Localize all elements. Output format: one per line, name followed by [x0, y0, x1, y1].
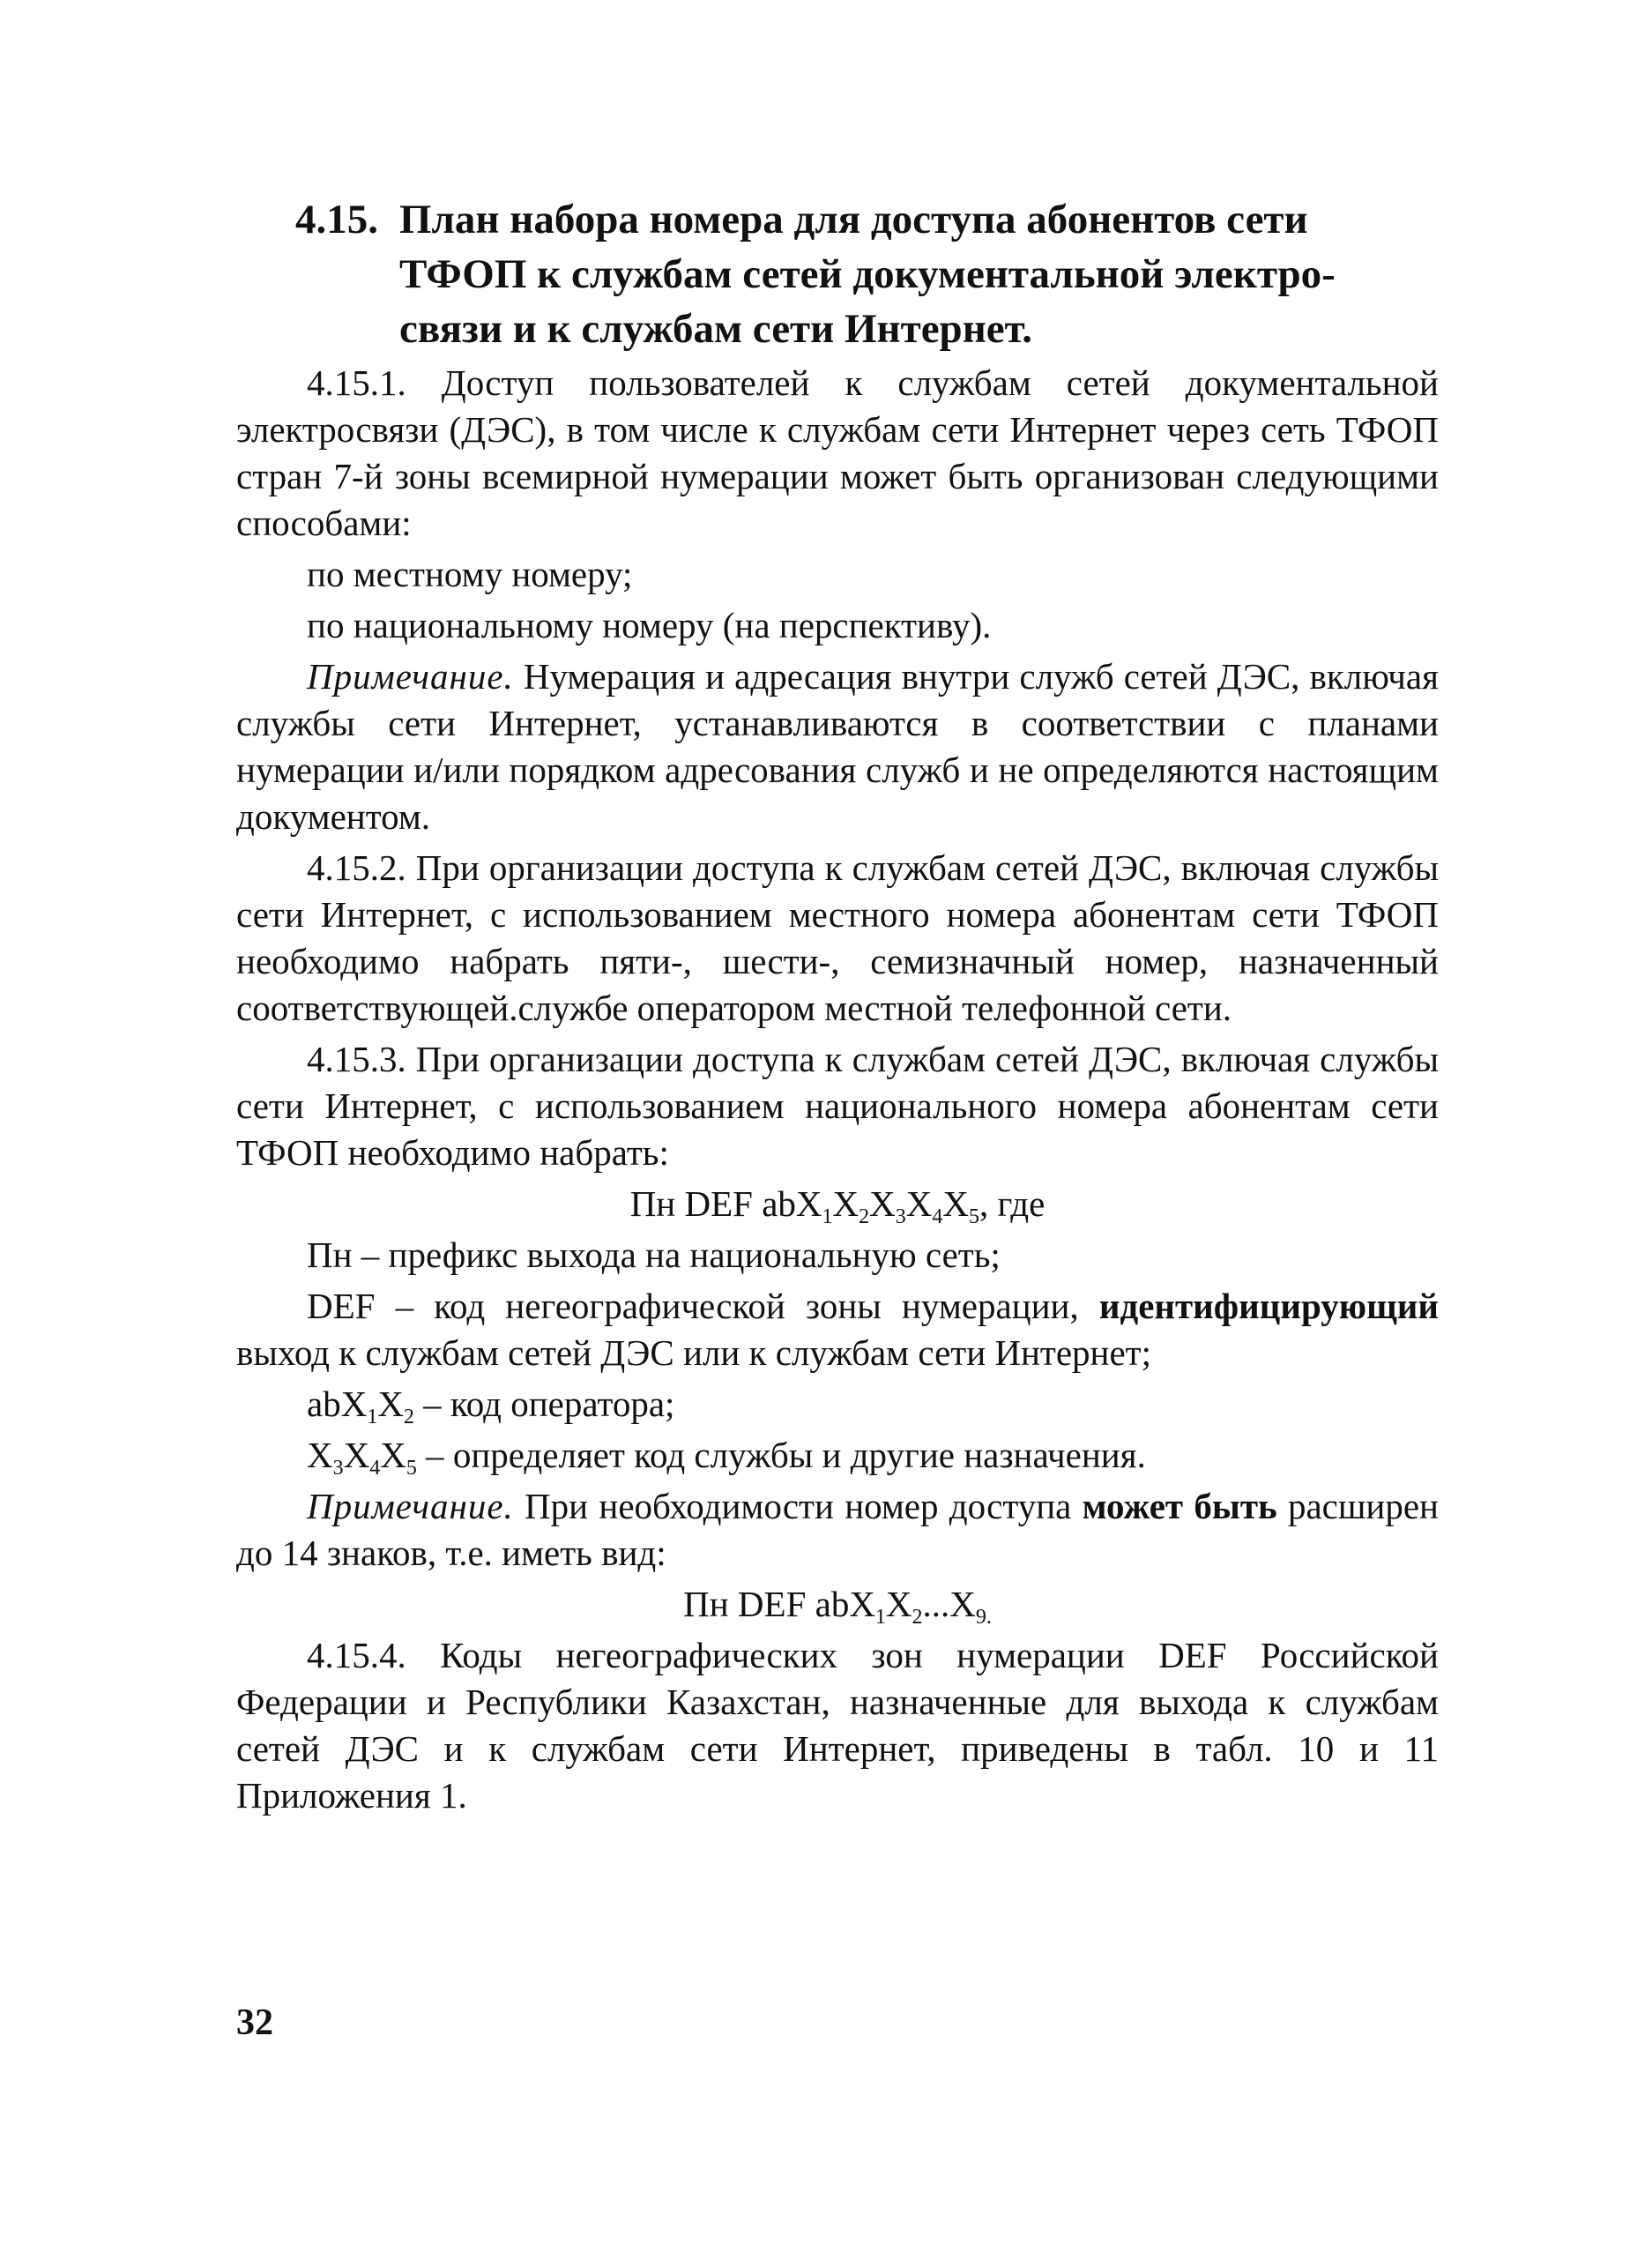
formula-2-mid: ...X	[922, 1584, 976, 1624]
note-1-text: Нумерация и адресация внутри служб сетей ДЭС, включая службы сети Интернет, устанавливаются в соответствии с планами нумерации и/или порядком адресования служб и не определяются настоящим документом.	[236, 656, 1439, 837]
formula-1-x5: X	[942, 1183, 969, 1224]
formula-2-sub-9: 9.	[975, 1606, 992, 1629]
formula-1-sub-5: 5	[968, 1205, 979, 1228]
formula-1-x4: X	[905, 1183, 933, 1224]
def4-x4: X	[343, 1435, 370, 1475]
note-1	[236, 653, 1439, 840]
definition-def-bold: идентифицирующий	[1098, 1286, 1439, 1326]
formula-1-x3: X	[869, 1183, 896, 1224]
def3-text: – код оператора;	[413, 1384, 675, 1424]
formula-national-number	[236, 1181, 1439, 1227]
formula-1-sub-2: 2	[859, 1205, 870, 1228]
note-2-label: Примечание.	[307, 1486, 514, 1526]
def4-sub-3: 3	[332, 1457, 344, 1480]
paragraph-4-15-1: 4.15.1. Доступ пользователей к службам сетей документальной электросвязи (ДЭС), в том числе к службам сети Интернет через сеть ТФОП стран 7-й зоны всемирной нумерации может быть организован следующими способами:	[236, 362, 1439, 543]
formula-2-prefix: Пн DEF abX	[683, 1584, 875, 1624]
formula-2-x2: X	[885, 1584, 912, 1624]
def3-x: X	[377, 1384, 404, 1424]
formula-1-sub-3: 3	[895, 1205, 906, 1228]
definition-operator-code	[236, 1381, 1439, 1428]
formula-extended-number	[236, 1581, 1439, 1628]
formula-1-x2: X	[832, 1183, 859, 1224]
formula-2-sub-2: 2	[912, 1606, 923, 1629]
note-2-text-a: При необходимости номер доступа	[513, 1486, 1083, 1526]
paragraph-4-15-2: 4.15.2. При организации доступа к службам сетей ДЭС, включая службы сети Интернет, с использованием местного номера абонентам сети ТФОП необходимо набрать пяти-, шести-, семизначный номер, назначенный соответствующей.службе оператором местной телефонной сети.	[236, 847, 1439, 1028]
def3-sub-2: 2	[403, 1406, 414, 1428]
formula-1-suffix: , где	[979, 1183, 1046, 1224]
list-item-national-number: по национальному номеру (на перспективу).	[307, 605, 992, 645]
definition-prefix: Пн – префикс выхода на национальную сеть;	[307, 1234, 1001, 1275]
def3-a: abX	[307, 1384, 368, 1424]
body-text	[236, 360, 1439, 1824]
note-2-bold: может быть	[1082, 1486, 1277, 1526]
heading-line-3: связи и к службам сети Интернет.	[399, 306, 1032, 352]
paragraph-4-15-3: 4.15.3. При организации доступа к службам сетей ДЭС, включая службы сети Интернет, с использованием национального номера абонентам сети ТФОП необходимо набрать:	[236, 1039, 1439, 1173]
def4-x3: X	[307, 1435, 333, 1475]
section-heading	[295, 192, 1441, 356]
page-number: 32	[236, 2003, 273, 2043]
formula-2-sub-1: 1	[874, 1606, 886, 1629]
heading-line-2: ТФОП к службам сетей документальной электро-	[399, 251, 1336, 297]
def4-x5: X	[380, 1435, 406, 1475]
def4-text: – определяет код службы и другие назначения.	[416, 1435, 1146, 1475]
def3-sub-1: 1	[367, 1406, 378, 1428]
heading-text-1: План набора номера для доступа абонентов сети	[399, 197, 1308, 242]
heading-line-1	[295, 192, 1441, 247]
definition-service-code	[236, 1432, 1439, 1479]
formula-1-sub-4: 4	[932, 1205, 943, 1228]
note-2-text-b: расширен до 14 знаков, т.е. иметь вид:	[236, 1486, 1439, 1573]
definition-def	[236, 1283, 1439, 1376]
note-1-label: Примечание.	[307, 656, 514, 697]
definition-def-start: DEF – код негеографической зоны нумерации,	[307, 1286, 1099, 1326]
paragraph-4-15-4: 4.15.4. Коды негеографических зон нумерации DEF Российской Федерации и Республики Казахстан, назначенные для выхода к службам сетей ДЭС и к службам сети Интернет, приведены в табл. 10 и 11 Приложения 1.	[236, 1635, 1439, 1816]
list-item-local-number: по местному номеру;	[307, 554, 633, 594]
def4-sub-4: 4	[369, 1457, 381, 1480]
heading-number: 4.15.	[295, 197, 378, 242]
formula-1-sub-1: 1	[822, 1205, 833, 1228]
definition-def-end: выход к службам сетей ДЭС или к службам сети Интернет;	[236, 1332, 1151, 1373]
formula-1-prefix: Пн DEF abX	[629, 1183, 822, 1224]
note-2	[236, 1483, 1439, 1577]
def4-sub-5: 5	[406, 1457, 417, 1480]
